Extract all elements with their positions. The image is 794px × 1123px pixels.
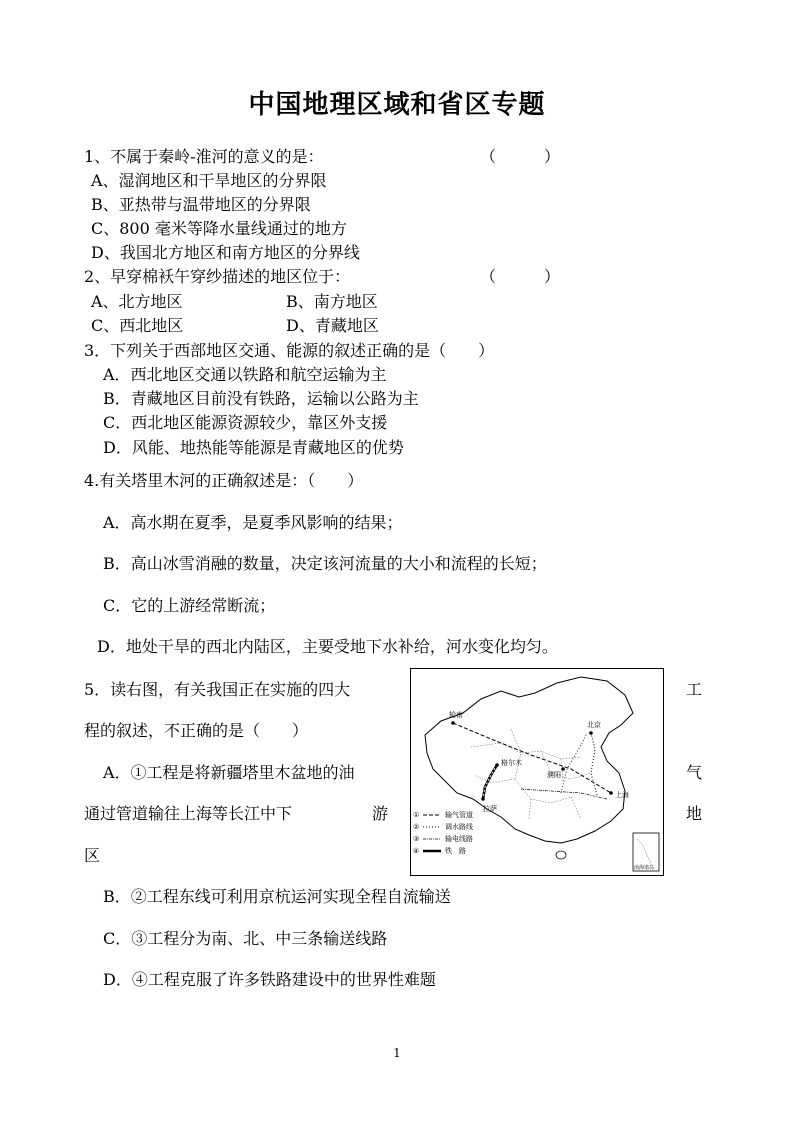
q5-stem-line1: 5．读右图，有关我国正在实施的四大 [84, 680, 351, 699]
q5-stem-line1-end: 工 [686, 680, 703, 699]
city-dot-lasa [481, 797, 485, 801]
q4-option-c: C．它的上游经常断流； [103, 596, 276, 615]
water-diversion-route-2 [561, 733, 587, 793]
map-legend [413, 810, 473, 855]
q1-option-d: D、我国北方地区和南方地区的分界线 [91, 243, 360, 262]
label-geermu: 格尔木 [501, 759, 522, 767]
q2-option-b: B、南方地区 [286, 292, 378, 311]
china-projects-map [410, 668, 664, 876]
city-dot-shanghai [609, 791, 613, 795]
q2-answer-paren: （ ） [480, 267, 561, 286]
city-dot-beijing [589, 731, 593, 735]
q5-option-d: D．④工程克服了许多铁路建设中的世界性难题 [103, 970, 436, 989]
gas-pipeline-route [453, 723, 611, 793]
q4-option-b: B．高山冰雪消融的数量，决定该河流量的大小和流程的长短； [103, 554, 547, 573]
q4-stem: 4.有关塔里木河的正确叙述是：（ ） [84, 471, 364, 490]
q5-option-a-line1-end: 气 [686, 763, 703, 782]
q3-option-c: C．西北地区能源资源较少，靠区外支援 [103, 413, 388, 432]
legend-label-railway: 铁 路 [445, 847, 466, 855]
q5-option-a-line2-mid: 游 [372, 804, 389, 823]
legend-label-gas: 输气管道 [445, 811, 473, 819]
page-title: 中国地理区域和省区专题 [248, 90, 546, 120]
legend-num-4: ④ [413, 847, 420, 855]
q3-option-b: B．青藏地区目前没有铁路，运输以公路为主 [103, 389, 419, 408]
q2-stem: 2、早穿棉袄午穿纱描述的地区位于： [84, 267, 351, 286]
power-line-route [521, 789, 607, 799]
q5-stem-line2: 程的叙述，不正确的是（ ） [84, 721, 309, 740]
q2-option-c: C、西北地区 [91, 316, 184, 335]
q3-option-d: D．风能、地热能等能源是青藏地区的优势 [103, 438, 404, 457]
china-map-svg [411, 669, 663, 875]
q1-option-c: C、800 毫米等降水量线通过的地方 [91, 219, 347, 238]
label-beijing: 北京 [587, 721, 601, 729]
q2-option-d: D、青藏地区 [286, 316, 379, 335]
water-diversion-route [591, 733, 597, 795]
q2-option-a: A、北方地区 [91, 292, 183, 311]
q3-option-a: A．西北地区交通以铁路和航空运输为主 [103, 365, 387, 384]
q5-option-b: B．②工程东线可利用京杭运河实现全程自流输送 [103, 887, 451, 906]
legend-num-1: ① [413, 811, 420, 819]
q1-stem: 1、不属于秦岭-淮河的意义的是： [84, 147, 324, 166]
city-dot-geermu [495, 763, 499, 767]
legend-num-3: ③ [413, 835, 420, 843]
city-dot-lunnan [451, 721, 455, 725]
label-nanhai: 南海诸岛 [634, 865, 655, 871]
q4-option-a: A．高水期在夏季，是夏季风影响的结果； [103, 513, 403, 532]
legend-label-power: 输电线路 [445, 835, 473, 843]
railway-route [483, 765, 497, 799]
q5-option-a-line3: 区 [84, 846, 101, 865]
q5-option-a-line1: A．①工程是将新疆塔里木盆地的油 [103, 763, 355, 782]
q5-option-a-line2: 通过管道输往上海等长江中下 [84, 804, 293, 823]
q1-answer-paren: （ ） [480, 147, 561, 166]
hainan-island [556, 851, 566, 859]
label-lunnan: 轮南 [449, 711, 463, 719]
q4-option-d: D．地处干旱的西北内陆区，主要受地下水补给，河水变化均匀。 [97, 637, 558, 656]
page-number: 1 [393, 1046, 401, 1060]
q1-option-a: A、湿润地区和干旱地区的分界限 [91, 171, 327, 190]
label-lasa: 拉萨 [483, 805, 497, 813]
south-china-sea-inset [633, 833, 659, 871]
label-puyang: 濮阳 [547, 771, 561, 779]
q3-stem: 3．下列关于西部地区交通、能源的叙述正确的是（ ） [84, 341, 495, 360]
label-shanghai: 上海 [615, 791, 629, 799]
q5-option-c: C．③工程分为南、北、中三条输送线路 [103, 929, 388, 948]
legend-label-water: 调水路线 [445, 823, 473, 831]
city-dot-puyang [561, 767, 565, 771]
q5-option-a-line2-end: 地 [686, 804, 703, 823]
q1-option-b: B、亚热带与温带地区的分界限 [91, 195, 311, 214]
legend-num-2: ② [413, 823, 420, 831]
